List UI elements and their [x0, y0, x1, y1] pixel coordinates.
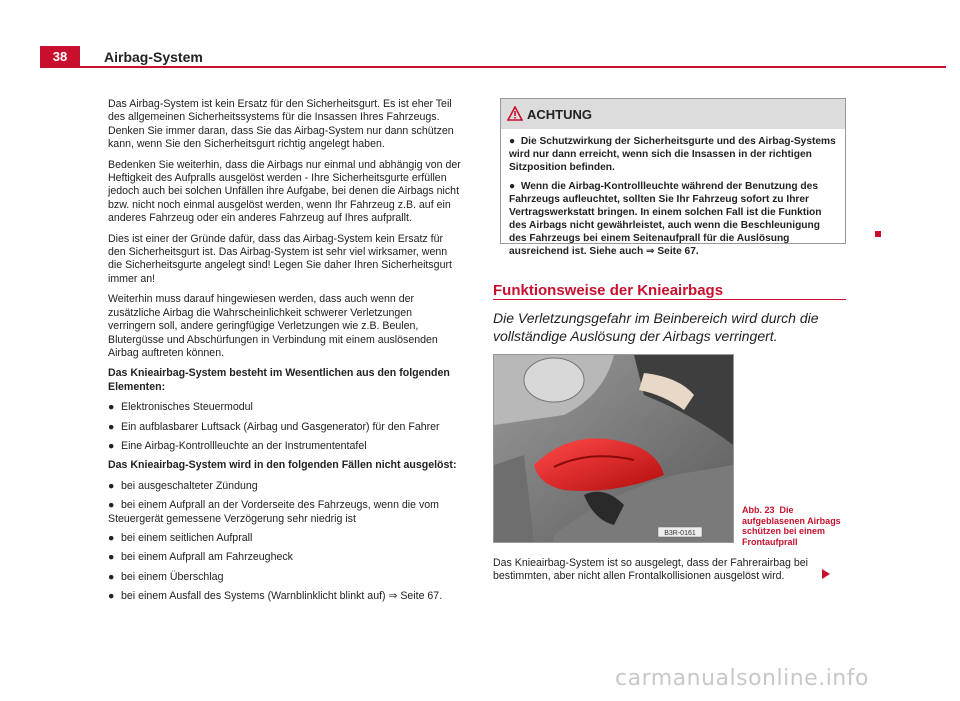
header-rule: [80, 66, 946, 68]
not-deployed-heading: Das Knieairbag-System wird in den folgenden Fällen nicht ausgelöst:: [108, 459, 457, 472]
knee-airbag-figure: [493, 354, 734, 543]
warning-box: [500, 98, 846, 257]
bullet-icon: ●: [108, 499, 115, 512]
list-item: ● Elektronisches Steuermodul: [108, 401, 253, 414]
list-item: ● Eine Airbag-Kontrollleuchte an der Instrumententafel: [108, 439, 367, 452]
bullet-icon: ●: [108, 420, 115, 433]
paragraph-1: Das Airbag-System ist kein Ersatz für den Sicherheitsgurt. Es ist eher Teil des allgemeinen Sicherheitssystems für die Insassen Ihres Fahrzeugs. Denken Sie immer daran, dass Sie das Airbag-System nur dann schützen kann, wenn Sie den Sicherheitsgurt richtig angelegt haben.: [108, 98, 454, 151]
list-item: ● bei einem Aufprall an der Vorderseite des Fahrzeugs, wenn die vom Steuergerät gemessene Verzögerung sehr niedrig ist: [108, 499, 439, 525]
page-number: 38: [40, 46, 80, 68]
bullet-icon: ●: [108, 531, 115, 544]
warning-triangle-icon: [507, 106, 523, 121]
left-column: [108, 98, 462, 610]
continue-arrow-icon: [822, 569, 830, 579]
figure-code: B3R-0161: [664, 530, 696, 537]
bullet-icon: ●: [108, 479, 115, 492]
bullet-icon: ●: [509, 181, 521, 192]
list-item: ● bei einem seitlichen Aufprall: [108, 531, 253, 544]
warning-item: ● Die Schutzwirkung der Sicherheitsgurte und des Airbag-Systems wird nur dann erreicht, wenn sich die Insassen in der richtigen Sitzposition befinden.: [509, 136, 836, 173]
paragraph-3: Dies ist einer der Gründe dafür, dass das Airbag-System kein Ersatz für den Sicherheitsgurt ist. Das Airbag-System ist sehr viel wirksamer, wenn die Sicherheitsgurte angelegt sind! Legen Sie daher Ihren Sicherheitsgurt immer an!: [108, 232, 452, 285]
list-item: ● bei ausgeschalteter Zündung: [108, 479, 258, 492]
section-rule: [493, 299, 846, 300]
caption-label: Abb. 23: [742, 505, 775, 515]
paragraph-2: Bedenken Sie weiterhin, dass die Airbags nur einmal und abhängig von der Heftigkeit des Aufpralls ausgelöst werden - Ihre Sicherheitsgurte erfüllen jedoch auch bei solchen Unfällen ihre Aufgabe, bei denen die Airbags nicht bzw. nicht noch einmal ausgelöst werden, wenn Ihr Fahrzeug z.B. auf ein anderes Fahrzeug oder ein anderes Fahrzeug auf Ihres aufprallt.: [108, 158, 461, 225]
section-body: Das Knieairbag-System ist so ausgelegt, dass der Fahrerairbag bei bestimmten, aber nicht allen Frontalkollisionen ausgelöst wird.: [493, 557, 809, 583]
section-intro: Die Verletzungsgefahr im Beinbereich wird durch die vollständige Auslösung der Airbags verringert.: [493, 310, 819, 344]
section-title: Funktionsweise der Knieairbags: [493, 282, 724, 299]
bullet-icon: ●: [509, 136, 521, 147]
bullet-icon: ●: [108, 401, 115, 414]
warning-body: [501, 129, 845, 258]
bullet-icon: ●: [108, 590, 115, 603]
list-item: ● Ein aufblasbarer Luftsack (Airbag und Gasgenerator) für den Fahrer: [108, 420, 440, 433]
page-header-title: Airbag-System: [104, 49, 203, 65]
end-of-section-marker: [875, 231, 881, 237]
bullet-icon: ●: [108, 570, 115, 583]
list-item: ● bei einem Ausfall des Systems (Warnblinklicht blinkt auf) ⇒ Seite 67.: [108, 590, 443, 603]
list-item: ● bei einem Überschlag: [108, 570, 224, 583]
paragraph-4: Weiterhin muss darauf hingewiesen werden, dass auch wenn der zusätzliche Airbag die Wahrscheinlichkeit schwerer Verletzungen verringern soll, andere geringfügige Verletzungen wie z.B. Beulen, Blutergüsse und Abschürfungen in Verbindung mit einem auslösenden Airbag auftreten können.: [108, 293, 438, 359]
components-heading: Das Knieairbag-System besteht im Wesentlichen aus den folgenden Elementen:: [108, 367, 450, 393]
figure-caption: [742, 505, 852, 547]
caption-text: Die aufgeblasenen Airbags schützen bei einem Frontaufprall: [742, 505, 841, 547]
list-item: ● bei einem Aufprall am Fahrzeugheck: [108, 551, 293, 564]
bullet-icon: ●: [108, 551, 115, 564]
warning-item: ● Wenn die Airbag-Kontrollleuchte während der Benutzung des Fahrzeugs aufleuchtet, sollten Sie Ihr Fahrzeug sofort zu Ihrer Vertragswerkstatt bringen. In einem solchen Fall ist die Funktion des Airbags nicht gewährleistet, auch wenn die Beschleunigung des Fahrzeugs bei einem Seitenaufprall für die Auslösung ausreichend ist. Siehe auch ⇒ Seite 67.: [509, 181, 822, 257]
knee-airbag-illustration: [494, 355, 733, 542]
watermark: carmanualsonline.info: [615, 666, 869, 691]
warning-header: [501, 99, 845, 129]
bullet-icon: ●: [108, 439, 115, 452]
warning-title: ACHTUNG: [527, 107, 592, 122]
